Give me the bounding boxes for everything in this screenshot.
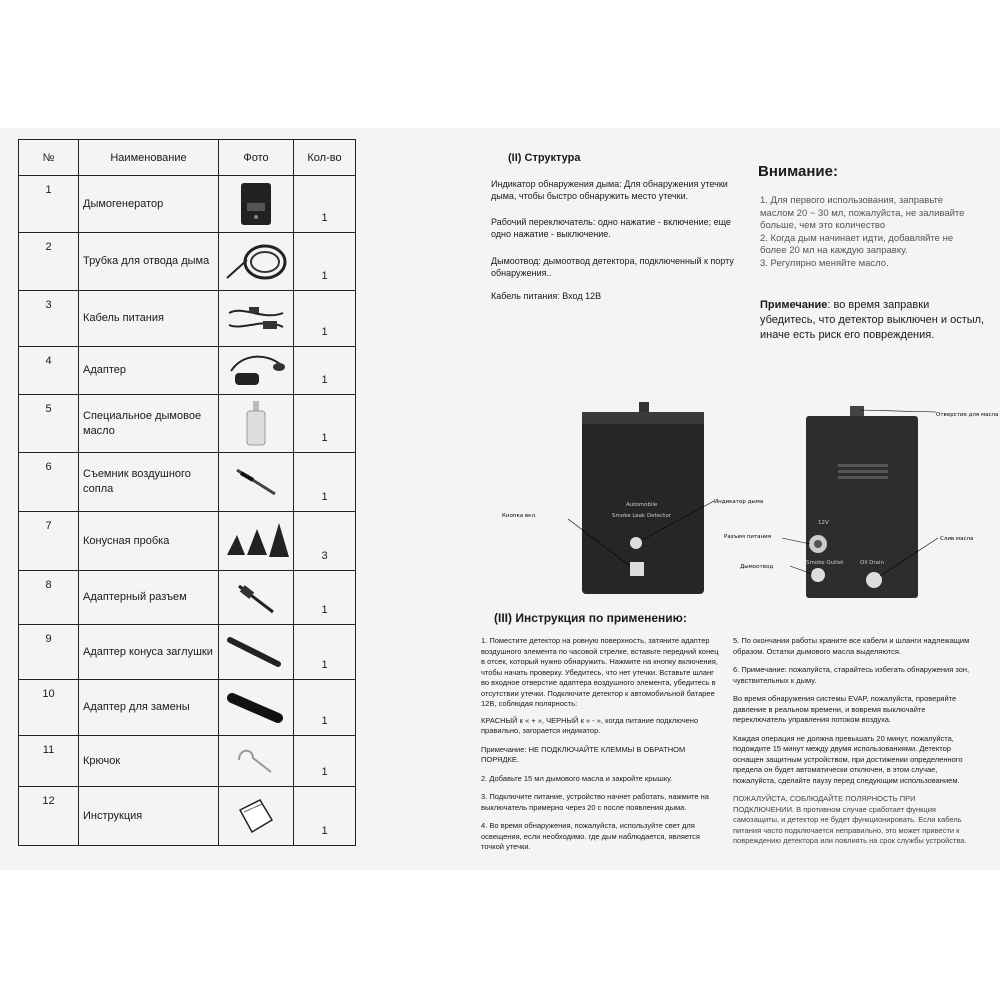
structure-title: (II) Структура [508,152,581,164]
structure-paragraph: Индикатор обнаружения дыма: Для обнаружения утечки дыма, чтобы быстро обнаружить место утечки. [491,179,728,201]
power-button-label: Кнопка вкл. [502,513,537,519]
instruction-paragraph: 4. Во время обнаружения, пожалуйста, используйте свет для освещения, если необходимо. где дым наблюдается, является точкой утечки. [481,821,700,851]
smoke-outlet-label: Дымоотвод [740,564,774,570]
hose-icon [219,233,294,291]
instruction-paragraph: 1. Поместите детектор на ровную поверхность, затяните адаптер воздушного элемента по часовой стрелке, вставьте передний конец в отсек, который нужно обнаружить. Нажмите на кнопку включения, чтобы начать проверку. Убедитесь, что нет утечки. Вставьте шланг во входное отверстие адаптера воздушного элемента, убедитесь в отсутствии утечки. Подключите детектор к автомобильной батарее 12В, соблюдая полярность: [481,636,719,708]
item-quantity: 3 [294,512,356,571]
oil-hole-label: Отверстие для масла [936,412,999,418]
device-back-diagram [720,404,999,604]
instruction-paragraph: КРАСНЫЙ к « + », ЧЕРНЫЙ к « - », когда питание подключено правильно, загорается индикатор. [481,715,699,735]
item-quantity: 1 [294,453,356,512]
table-row [19,291,356,347]
cone-adapter-icon [219,625,294,680]
structure-paragraph: Дымоотвод: дымоотвод детектора, подключенный к порту обнаружения.. [491,256,734,278]
row-number: 11 [19,736,79,787]
row-number: 9 [19,625,79,680]
instructions-title: (III) Инструкция по применению: [494,611,687,625]
column-header: Наименование [79,140,219,176]
attention-item: 2. Когда дым начинает идти, добавляйте не более 20 мл на каждую заправку. [760,232,954,256]
item-name: Конусная пробка [79,512,219,571]
manual-icon [219,787,294,846]
back-text-3: Oil Drain [860,560,885,566]
item-name: Инструкция [79,787,219,846]
column-header: Фото [219,140,294,176]
instruction-paragraph: ПОЖАЛУЙСТА, СОБЛЮДАЙТЕ ПОЛЯРНОСТЬ ПРИ ПОДКЛЮЧЕНИИ. В противном случае сработает функция самозащиты, и детектор не будет функционировать. Если кабель питания часто подключается неправильно, это может привести к повреждению детектора или повлиять на срок службы устройства. [733,794,967,845]
table-row [19,787,356,846]
row-number: 8 [19,571,79,625]
table-row [19,395,356,453]
instruction-paragraph: 6. Примечание: пожалуйста, старайтесь избегать обнаружения зон, чувствительных к дыму. [733,665,970,685]
item-name: Адаптер конуса заглушки [79,625,219,680]
power-socket-label: Разъем питания [724,534,772,540]
adapter-icon [219,347,294,395]
item-quantity: 1 [294,347,356,395]
instruction-paragraph: 2. Добавьте 15 мл дымового масла и закройте крышку. [481,773,673,783]
attention-item: 1. Для первого использования, заправьте маслом 20 ~ 30 мл, пожалуйста, не заливайте больше, чем это количество [760,195,965,231]
oil-bottle-icon [219,395,294,453]
table-row [19,233,356,291]
oil-drain-label: Слив масла [940,536,974,542]
back-text-1: 12V [818,520,829,526]
instruction-paragraph: Примечание: НЕ ПОДКЛЮЧАЙТЕ КЛЕММЫ В ОБРАТНОМ ПОРЯДКЕ. [481,744,686,764]
nozzle-remover-icon [219,453,294,512]
cone-plugs-icon [219,512,294,571]
table-row [19,176,356,233]
smoke-generator-icon [219,176,294,233]
hook-icon [219,736,294,787]
attention-title: Внимание: [758,163,838,180]
item-quantity: 1 [294,736,356,787]
table-row [19,512,356,571]
attention-list [760,195,975,270]
attention-item: 3. Регулярно меняйте масло. [760,257,889,269]
item-quantity: 1 [294,176,356,233]
item-name: Дымогенератор [79,176,219,233]
table-row [19,625,356,680]
row-number: 7 [19,512,79,571]
instruction-paragraph: 3. Подключите питание, устройство начнет работать, нажмите на выключатель примерно через 20 с после появления дыма. [481,792,709,812]
item-quantity: 1 [294,787,356,846]
instructions-right-column [733,636,978,847]
row-number: 10 [19,680,79,736]
row-number: 5 [19,395,79,453]
note-label: Примечание [760,299,828,311]
item-name: Кабель питания [79,291,219,347]
item-name: Специальное дымовое масло [79,395,219,453]
instruction-paragraph: Каждая операция не должна превышать 20 минут, пожалуйста, подождите 15 минут между двумя использованиями. Детектор оснащен защитным устройством, при достижении определенного предела он будет автоматически отключен, в этом случае, пожалуйста, сделайте паузу перед следующим использованием. [733,733,963,785]
item-quantity: 1 [294,291,356,347]
instruction-paragraph: 5. По окончании работы храните все кабели и шланги надлежащим образом. Остатки дымового масла выделяются. [733,636,970,656]
row-number: 4 [19,347,79,395]
instruction-paragraph: Во время обнаружения системы EVAP, пожалуйста, проверяйте давление в реальном времени, и вовремя выключайте переключатель управления потоком воздуха. [733,694,957,724]
item-name: Трубка для отвода дыма [79,233,219,291]
oil-drain [866,572,882,588]
note-text: : во время заправки убедитесь, что детектор выключен и остыл, иначе есть риск его повреждения. [760,299,985,341]
smoke-indicator [630,537,642,549]
item-quantity: 1 [294,625,356,680]
item-quantity: 1 [294,680,356,736]
item-name: Адаптерный разъем [79,571,219,625]
front-text-1: Automobile [626,502,658,508]
table-row [19,680,356,736]
front-text-2: Smoke Leak Detector [612,513,671,519]
back-text-2: Smoke Outlet [806,560,844,566]
item-quantity: 1 [294,395,356,453]
structure-paragraph: Рабочий переключатель: одно нажатие - включение; еще одно нажатие - выключение. [491,217,731,239]
item-quantity: 1 [294,571,356,625]
smoke-outlet [811,568,825,582]
adapter-connector-icon [219,571,294,625]
row-number: 3 [19,291,79,347]
item-name: Адаптер для замены [79,680,219,736]
row-number: 1 [19,176,79,233]
replacement-adapter-icon [219,680,294,736]
table-header-row [19,140,356,176]
instructions-left-column [481,636,723,853]
row-number: 6 [19,453,79,512]
row-number: 12 [19,787,79,846]
attention-note [760,298,985,343]
item-name: Съемник воздушного сопла [79,453,219,512]
structure-paragraph: Кабель питания: Вход 12В [491,291,602,301]
item-name: Адаптер [79,347,219,395]
table-row [19,453,356,512]
table-row [19,571,356,625]
table-row [19,736,356,787]
table-row [19,347,356,395]
power-button [630,562,644,576]
indicator-label: Индикатор дыма [714,499,764,505]
item-quantity: 1 [294,233,356,291]
column-header: Кол-во [294,140,356,176]
parts-table [18,139,356,846]
item-name: Крючок [79,736,219,787]
power-cable-icon [219,291,294,347]
column-header: № [19,140,79,176]
row-number: 2 [19,233,79,291]
